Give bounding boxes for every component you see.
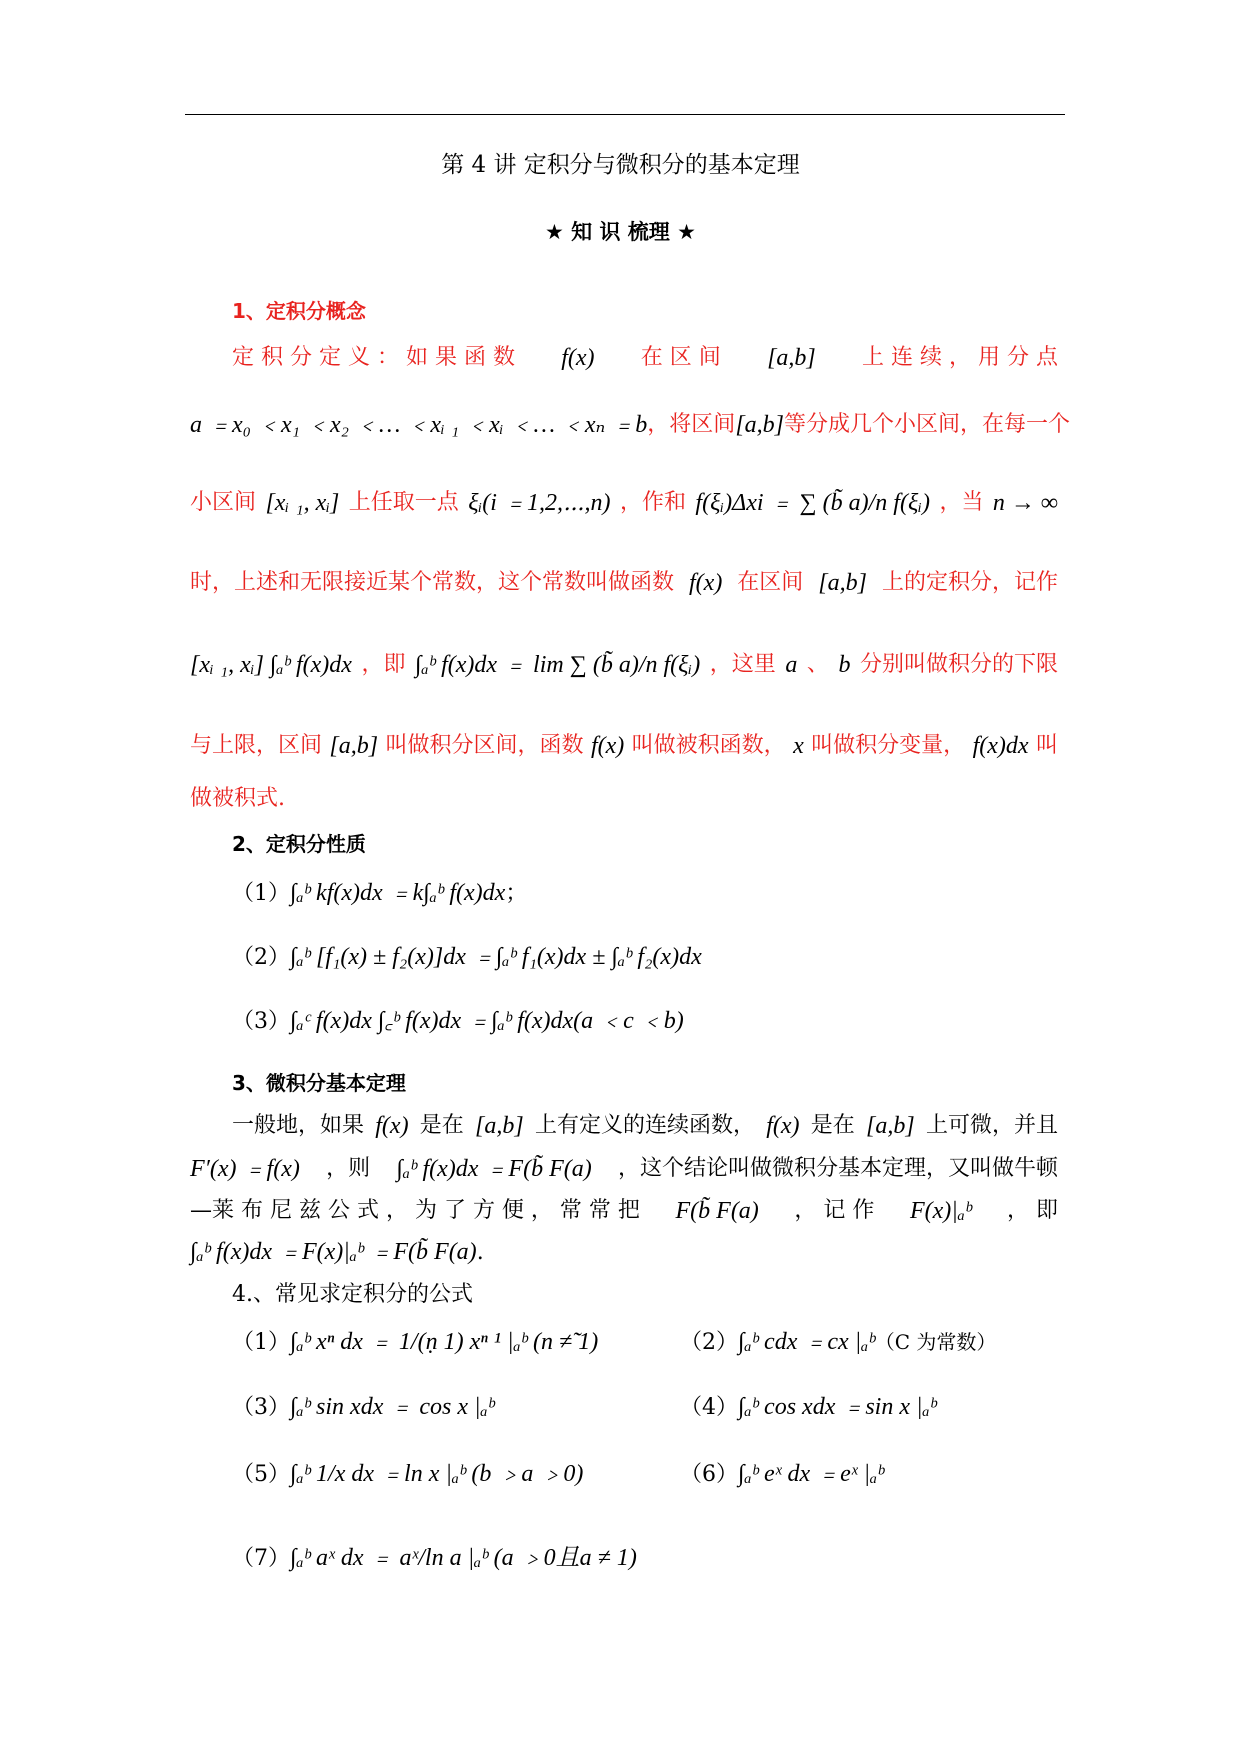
line4-math2: [a,b] <box>818 570 867 596</box>
s3-line1-text5: 上可微，并且 <box>925 1113 1058 1138</box>
line3-text4: ，当 <box>939 490 984 515</box>
s3-line2-math1: F′(x) ﹦f(x) <box>190 1156 300 1182</box>
formula-item-5 <box>232 1459 583 1490</box>
line3-text2: 上任取一点 <box>348 490 459 515</box>
property-item-2 <box>232 942 702 973</box>
property-tail: ； <box>505 881 528 906</box>
line6-text5: 叫 <box>1035 733 1058 758</box>
formula-expression: ∫ₐᵇ sin xdx ﹦ cos x |ₐᵇ <box>290 1394 495 1420</box>
line4-text2: 在区间 <box>737 570 804 595</box>
formula-expression: ∫ₐᵇ 1/x dx ﹦ln x |ₐᵇ (b ﹥a ﹥0) <box>290 1461 584 1487</box>
formula-label: （5） <box>232 1462 290 1487</box>
s3-line3-text: —莱 布 尼 兹 公 式 ， 为 了 方 便 ， 常 常 把 <box>190 1198 640 1223</box>
line3-math1: [xᵢ ₁, xᵢ] <box>265 490 340 516</box>
section1-line4 <box>190 568 1058 598</box>
line6-text4: 叫做积分变量， <box>811 733 966 758</box>
s3-line2-text: ，则 <box>326 1156 371 1181</box>
formula-item-6 <box>680 1459 884 1490</box>
formula-item-4 <box>680 1392 936 1423</box>
line1-math2: [a,b] <box>767 345 816 371</box>
line1-text2: 在 区 间 <box>640 345 721 370</box>
line6-math2: f(x) <box>590 733 625 759</box>
line5-math4: b <box>838 652 851 678</box>
line2-math: a ﹦x₀ ﹤x₁ ﹤x₂ ﹤… ﹤xᵢ ₁ ﹤xᵢ ﹤… ﹤xₙ ﹦b <box>190 412 648 438</box>
section1-heading: 1、定积分概念 <box>232 299 366 323</box>
formula-label: （2） <box>680 1330 738 1355</box>
line6-math3: x <box>793 733 804 759</box>
section4-heading: 4.、常见求定积分的公式 <box>232 1282 473 1307</box>
line5-math3: a <box>785 652 798 678</box>
formula-item-1 <box>232 1327 598 1358</box>
formula-expression: ∫ₐᵇ aˣ dx ﹦ aˣ/ln a |ₐᵇ (a ﹥0且a ≠ 1) <box>290 1545 637 1571</box>
section-subtitle: ★ 知 识 梳理 ★ <box>545 220 696 244</box>
s3-line3-math1: F(b̃ F(a) <box>675 1198 759 1224</box>
line4-math1: f(x) <box>689 570 723 596</box>
s3-line3-text3: ， 即 <box>1006 1198 1058 1223</box>
section1-line1 <box>232 343 1058 373</box>
line5-text3: 、 <box>806 652 829 677</box>
line3-text3: ，作和 <box>619 490 686 515</box>
s3-line1-math3: f(x) <box>766 1113 800 1139</box>
s3-line1-math1: f(x) <box>375 1113 409 1139</box>
section3-line3 <box>190 1196 1058 1226</box>
property-label: （2） <box>232 945 290 970</box>
line4-text: 时，上述和无限接近某个常数，这个常数叫做函数 <box>190 570 675 595</box>
formula-note: （C 为常数） <box>874 1330 997 1354</box>
line5-text2: ，这里 <box>709 652 776 677</box>
line5-math1: [xᵢ ₁, xᵢ] ∫ₐᵇ f(x)dx <box>190 652 352 678</box>
formula-item-2 <box>680 1327 996 1358</box>
line1-math1: f(x) <box>561 345 595 371</box>
formula-label: （6） <box>680 1462 738 1487</box>
formula-item-3 <box>232 1392 494 1423</box>
line6-math1: [a,b] <box>329 733 379 759</box>
line2-math2: [a,b] <box>735 412 784 438</box>
section3-heading: 3、微积分基本定理 <box>232 1071 406 1095</box>
line1-text3: 上 连 续 ， 用 分 点 <box>862 345 1058 370</box>
property-formula: ∫ₐᵇ kf(x)dx ﹦k∫ₐᵇ f(x)dx <box>290 880 506 906</box>
s3-line1-text3: 上有定义的连续函数， <box>534 1113 755 1138</box>
line5-text: ，即 <box>361 652 406 677</box>
section1-line5 <box>190 650 1058 680</box>
property-label: （3） <box>232 1009 290 1034</box>
s3-line4-math: ∫ₐᵇ f(x)dx ﹦F(x)|ₐᵇ ﹦F(b̃ F(a) <box>190 1239 477 1265</box>
line5-math2: ∫ₐᵇ f(x)dx ﹦ lim ∑ (b̃ a)/n f(ξᵢ) <box>415 652 701 678</box>
s3-line1-text: 一般地，如果 <box>232 1113 365 1138</box>
line2-text: ，将区间 <box>647 412 736 437</box>
line6-math4: f(x)dx <box>972 733 1029 759</box>
formula-expression: ∫ₐᵇ eˣ dx ﹦eˣ |ₐᵇ <box>738 1461 884 1487</box>
section1-line7: 做被积式. <box>190 786 285 811</box>
s3-line3-math2: F(x)|ₐᵇ <box>909 1198 972 1224</box>
line6-text2: 叫做积分区间，函数 <box>385 733 584 758</box>
section3-line1 <box>232 1111 1058 1141</box>
s3-line2-text2: ，这个结论叫做微积分基本定理，又叫做牛顿 <box>617 1156 1058 1181</box>
section3-line4 <box>190 1237 484 1268</box>
section3-line2 <box>190 1154 1058 1184</box>
line3-math4: n → ∞ <box>992 490 1058 516</box>
line3-math3: f(ξᵢ)Δxi ﹦ ∑ (b̃ a)/n f(ξᵢ) <box>695 490 931 516</box>
formula-label: （1） <box>232 1330 290 1355</box>
line2-text2: 等分成几个小区间，在每一个 <box>784 412 1071 437</box>
s3-line1-text2: 是在 <box>419 1113 464 1138</box>
formula-label: （7） <box>232 1546 290 1571</box>
formula-item-7 <box>232 1543 637 1574</box>
s3-line2-math2: ∫ₐᵇ f(x)dx ﹦F(b̃ F(a) <box>396 1156 592 1182</box>
formula-expression: ∫ₐᵇ cdx ﹦cx |ₐᵇ <box>738 1329 875 1355</box>
property-formula: ∫ₐᶜ f(x)dx ∫꜀ᵇ f(x)dx ﹦∫ₐᵇ f(x)dx(a ﹤c ﹤b) <box>290 1008 684 1034</box>
section1-line6 <box>190 731 1058 761</box>
top-rule <box>185 114 1065 115</box>
line3-text: 小区间 <box>190 490 257 515</box>
formula-label: （4） <box>680 1395 738 1420</box>
page-title: 第 4 讲 定积分与微积分的基本定理 <box>441 152 800 178</box>
s3-line1-text4: 是在 <box>810 1113 855 1138</box>
line6-text3: 叫做被积函数， <box>631 733 786 758</box>
formula-label: （3） <box>232 1395 290 1420</box>
section1-line3 <box>190 488 1058 518</box>
s3-line4-text: . <box>476 1240 484 1265</box>
line6-text: 与上限，区间 <box>190 733 323 758</box>
section2-heading: 2、定积分性质 <box>232 832 366 856</box>
s3-line3-text2: ， 记 作 <box>794 1198 875 1223</box>
s3-line1-math2: [a,b] <box>475 1113 524 1139</box>
line1-text: 定 积 分 定 义 ： 如 果 函 数 <box>232 345 515 370</box>
property-formula: ∫ₐᵇ [f₁(x) ± f₂(x)]dx ﹦∫ₐᵇ f₁(x)dx ± ∫ₐᵇ f₂(x)dx <box>290 944 702 970</box>
property-item-3 <box>232 1006 684 1037</box>
line5-text4: 分别叫做积分的下限 <box>859 652 1058 677</box>
s3-line1-math4: [a,b] <box>866 1113 915 1139</box>
section1-line2 <box>190 410 1071 440</box>
property-label: （1） <box>232 881 290 906</box>
line4-text3: 上的定积分，记作 <box>881 570 1058 595</box>
formula-expression: ∫ₐᵇ cos xdx ﹦sin x |ₐᵇ <box>738 1394 937 1420</box>
property-item-1 <box>232 878 527 909</box>
formula-expression: ∫ₐᵇ xⁿ dx ﹦ 1/(ṇ 1) xⁿ ¹ |ₐᵇ (n ≠̃ 1) <box>290 1329 599 1355</box>
line3-math2: ξᵢ(i ﹦1,2,⋯,n) <box>468 490 611 516</box>
